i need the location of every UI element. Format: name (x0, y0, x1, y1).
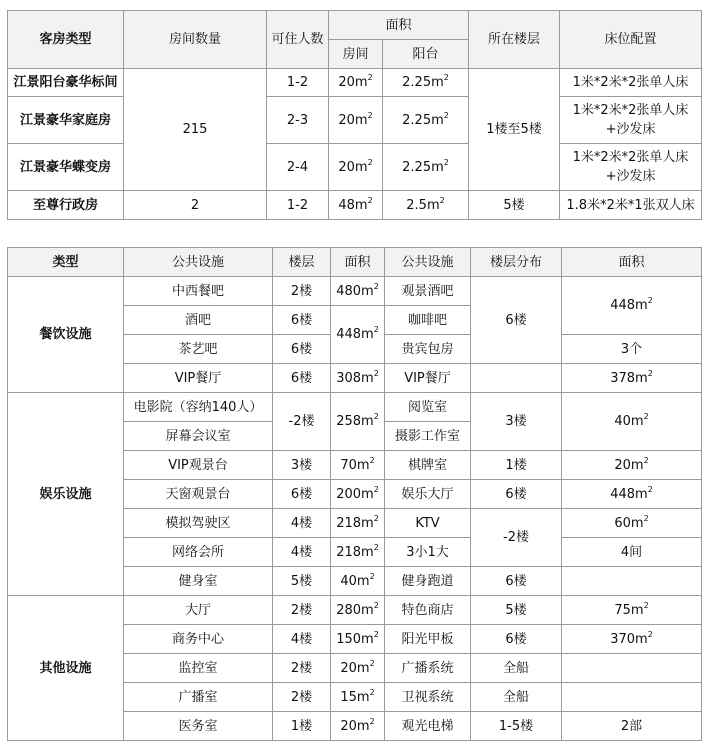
facility-cell: 网络会所 (124, 538, 273, 567)
area-cell: $20m^2$ (331, 712, 385, 741)
floor-dist-cell: 6楼 (471, 480, 562, 509)
header-area-balcony: 阳台 (383, 40, 469, 69)
room-type-cell: 至尊行政房 (8, 191, 124, 220)
floor-cell: 6楼 (273, 364, 331, 393)
header-beds: 床位配置 (560, 11, 702, 69)
table-row (8, 144, 702, 191)
superscript-two: 2 (373, 412, 379, 421)
table-row (8, 393, 702, 422)
room-count-cell: 215 (124, 69, 267, 191)
facility2-cell: 观光电梯 (385, 712, 471, 741)
beds-cell: 1米*2米*2张单人床+沙发床 (560, 144, 702, 191)
room-area-cell: $48m^2$ (329, 191, 383, 220)
floor-cell: 5楼 (469, 191, 560, 220)
area-cell: $308m^2$ (331, 364, 385, 393)
floor-cell: 6楼 (273, 306, 331, 335)
header-facility-type: 类型 (8, 248, 124, 277)
superscript-two: 2 (369, 716, 375, 726)
group-dining: 餐饮设施 (8, 277, 124, 393)
floor-dist-cell: 全船 (471, 654, 562, 683)
floor-cell: 4楼 (273, 509, 331, 538)
facility-cell: 商务中心 (124, 625, 273, 654)
superscript-two: 2 (443, 110, 449, 120)
area2-cell (562, 683, 702, 712)
floor-cell: 6楼 (273, 335, 331, 364)
header-area: 面积 (329, 11, 469, 40)
room-type-cell: 江景阳台豪华标间 (8, 69, 124, 97)
floor-cell: 2楼 (273, 277, 331, 306)
floor-cell: 4楼 (273, 625, 331, 654)
room-area-cell: $20m^2$ (329, 69, 383, 97)
facility2-cell: 卫视系统 (385, 683, 471, 712)
superscript-two: 2 (369, 571, 375, 581)
superscript-two: 2 (367, 157, 373, 167)
header-floor: 楼层 (273, 248, 331, 277)
header-area-room: 房间 (329, 40, 383, 69)
superscript-two: 2 (643, 412, 649, 421)
area-cell: $15m^2$ (331, 683, 385, 712)
group-entertainment: 娱乐设施 (8, 393, 124, 596)
room-types-table (7, 10, 702, 220)
header-area-2: 面积 (562, 248, 702, 277)
balcony-area-cell: $2.25m^2$ (383, 144, 469, 191)
floor-cell: 1楼至5楼 (469, 69, 560, 191)
capacity-cell: 1-2 (267, 69, 329, 97)
area-cell: $20m^2$ (331, 654, 385, 683)
floor-dist-cell (471, 364, 562, 393)
capacity-cell: 2-3 (267, 97, 329, 144)
header-floor-distribution: 楼层分布 (471, 248, 562, 277)
facility2-cell: 棋牌室 (385, 451, 471, 480)
floor-dist-cell: 6楼 (471, 277, 562, 364)
area-cell: $150m^2$ (331, 625, 385, 654)
floor-dist-cell: 5楼 (471, 596, 562, 625)
superscript-two: 2 (367, 73, 373, 82)
superscript-two: 2 (369, 658, 375, 668)
balcony-area-cell: $2.5m^2$ (383, 191, 469, 220)
balcony-area-cell: $2.25m^2$ (383, 97, 469, 144)
header-facility: 公共设施 (124, 248, 273, 277)
facility-cell: 电影院（容纳140人） (124, 393, 273, 422)
beds-cell: 1米*2米*2张单人床 (560, 69, 702, 97)
facility-cell: 健身室 (124, 567, 273, 596)
header-facility-2: 公共设施 (385, 248, 471, 277)
floor-cell: 6楼 (273, 480, 331, 509)
area-cell: $480m^2$ (331, 277, 385, 306)
superscript-two: 2 (443, 73, 449, 82)
floor-cell: 3楼 (273, 451, 331, 480)
area-cell: $70m^2$ (331, 451, 385, 480)
area2-cell: $20m^2$ (562, 451, 702, 480)
room-type-cell: 江景豪华家庭房 (8, 97, 124, 144)
facility2-cell: 贵宾包房 (385, 335, 471, 364)
capacity-cell: 2-4 (267, 144, 329, 191)
area2-cell: 3个 (562, 335, 702, 364)
floor-dist-cell: 全船 (471, 683, 562, 712)
area-cell: $40m^2$ (331, 567, 385, 596)
header-room-type: 客房类型 (8, 11, 124, 69)
floor-dist-cell: 3楼 (471, 393, 562, 451)
superscript-two: 2 (643, 600, 649, 610)
facility2-cell: 健身跑道 (385, 567, 471, 596)
superscript-two: 2 (373, 484, 379, 494)
floor-dist-cell: 6楼 (471, 567, 562, 596)
table-row (8, 69, 702, 97)
superscript-two: 2 (369, 687, 375, 697)
area-cell: $280m^2$ (331, 596, 385, 625)
superscript-two: 2 (367, 195, 373, 205)
superscript-two: 2 (373, 368, 379, 378)
facility-cell: 大厅 (124, 596, 273, 625)
table-row (8, 191, 702, 220)
area-cell: $448m^2$ (331, 306, 385, 364)
superscript-two: 2 (643, 455, 649, 465)
floor-dist-cell: -2楼 (471, 509, 562, 567)
superscript-two: 2 (647, 368, 653, 378)
room-count-cell: 2 (124, 191, 267, 220)
facility-cell: 酒吧 (124, 306, 273, 335)
facility-cell: 屏幕会议室 (124, 422, 273, 451)
area2-cell (562, 567, 702, 596)
floor-cell: -2楼 (273, 393, 331, 451)
superscript-two: 2 (647, 296, 653, 305)
table-row (8, 97, 702, 144)
area-cell: $218m^2$ (331, 538, 385, 567)
facility2-cell: 娱乐大厅 (385, 480, 471, 509)
area2-cell: $60m^2$ (562, 509, 702, 538)
floor-cell: 1楼 (273, 712, 331, 741)
floor-dist-cell: 6楼 (471, 625, 562, 654)
superscript-two: 2 (443, 157, 449, 167)
area2-cell: $40m^2$ (562, 393, 702, 451)
superscript-two: 2 (647, 629, 653, 639)
area-cell: $258m^2$ (331, 393, 385, 451)
superscript-two: 2 (373, 600, 379, 610)
facility-cell: 天窗观景台 (124, 480, 273, 509)
superscript-two: 2 (373, 325, 379, 334)
area-cell: $200m^2$ (331, 480, 385, 509)
table-row (8, 596, 702, 625)
floor-cell: 5楼 (273, 567, 331, 596)
facility-cell: 模拟驾驶区 (124, 509, 273, 538)
facility-cell: VIP餐厅 (124, 364, 273, 393)
header-floor: 所在楼层 (469, 11, 560, 69)
header-area: 面积 (331, 248, 385, 277)
facility2-cell: 观景酒吧 (385, 277, 471, 306)
facility-cell: 广播室 (124, 683, 273, 712)
area2-cell: $448m^2$ (562, 480, 702, 509)
room-area-cell: $20m^2$ (329, 97, 383, 144)
facility2-cell: 广播系统 (385, 654, 471, 683)
balcony-area-cell: $2.25m^2$ (383, 69, 469, 97)
floor-dist-cell: 1楼 (471, 451, 562, 480)
area2-cell: $448m^2$ (562, 277, 702, 335)
superscript-two: 2 (643, 513, 649, 523)
floor-dist-cell: 1-5楼 (471, 712, 562, 741)
room-area-cell: $20m^2$ (329, 144, 383, 191)
area2-cell: $370m^2$ (562, 625, 702, 654)
superscript-two: 2 (369, 455, 375, 465)
table-row (8, 277, 702, 306)
facility-cell: VIP观景台 (124, 451, 273, 480)
area-cell: $218m^2$ (331, 509, 385, 538)
floor-cell: 2楼 (273, 683, 331, 712)
superscript-two: 2 (373, 542, 379, 552)
facilities-table (7, 247, 702, 741)
header-capacity: 可住人数 (267, 11, 329, 69)
area2-cell: 2部 (562, 712, 702, 741)
header-room-count: 房间数量 (124, 11, 267, 69)
area2-cell (562, 654, 702, 683)
facility-cell: 医务室 (124, 712, 273, 741)
group-other: 其他设施 (8, 596, 124, 741)
facility2-cell: 咖啡吧 (385, 306, 471, 335)
facility2-cell: KTV (385, 509, 471, 538)
area2-cell: $75m^2$ (562, 596, 702, 625)
facility2-cell: 3小1大 (385, 538, 471, 567)
capacity-cell: 1-2 (267, 191, 329, 220)
facility2-cell: 摄影工作室 (385, 422, 471, 451)
facility2-cell: 特色商店 (385, 596, 471, 625)
superscript-two: 2 (647, 484, 653, 494)
beds-cell: 1米*2米*2张单人床+沙发床 (560, 97, 702, 144)
superscript-two: 2 (373, 281, 379, 291)
floor-cell: 4楼 (273, 538, 331, 567)
area2-cell: $378m^2$ (562, 364, 702, 393)
floor-cell: 2楼 (273, 654, 331, 683)
area2-cell: 4间 (562, 538, 702, 567)
superscript-two: 2 (373, 513, 379, 523)
facility-cell: 监控室 (124, 654, 273, 683)
facility2-cell: VIP餐厅 (385, 364, 471, 393)
floor-cell: 2楼 (273, 596, 331, 625)
room-type-cell: 江景豪华蝶变房 (8, 144, 124, 191)
facility-cell: 中西餐吧 (124, 277, 273, 306)
facility-cell: 茶艺吧 (124, 335, 273, 364)
facility2-cell: 阳光甲板 (385, 625, 471, 654)
beds-cell: 1.8米*2米*1张双人床 (560, 191, 702, 220)
facility2-cell: 阅览室 (385, 393, 471, 422)
superscript-two: 2 (373, 629, 379, 639)
superscript-two: 2 (367, 110, 373, 120)
superscript-two: 2 (439, 195, 445, 205)
